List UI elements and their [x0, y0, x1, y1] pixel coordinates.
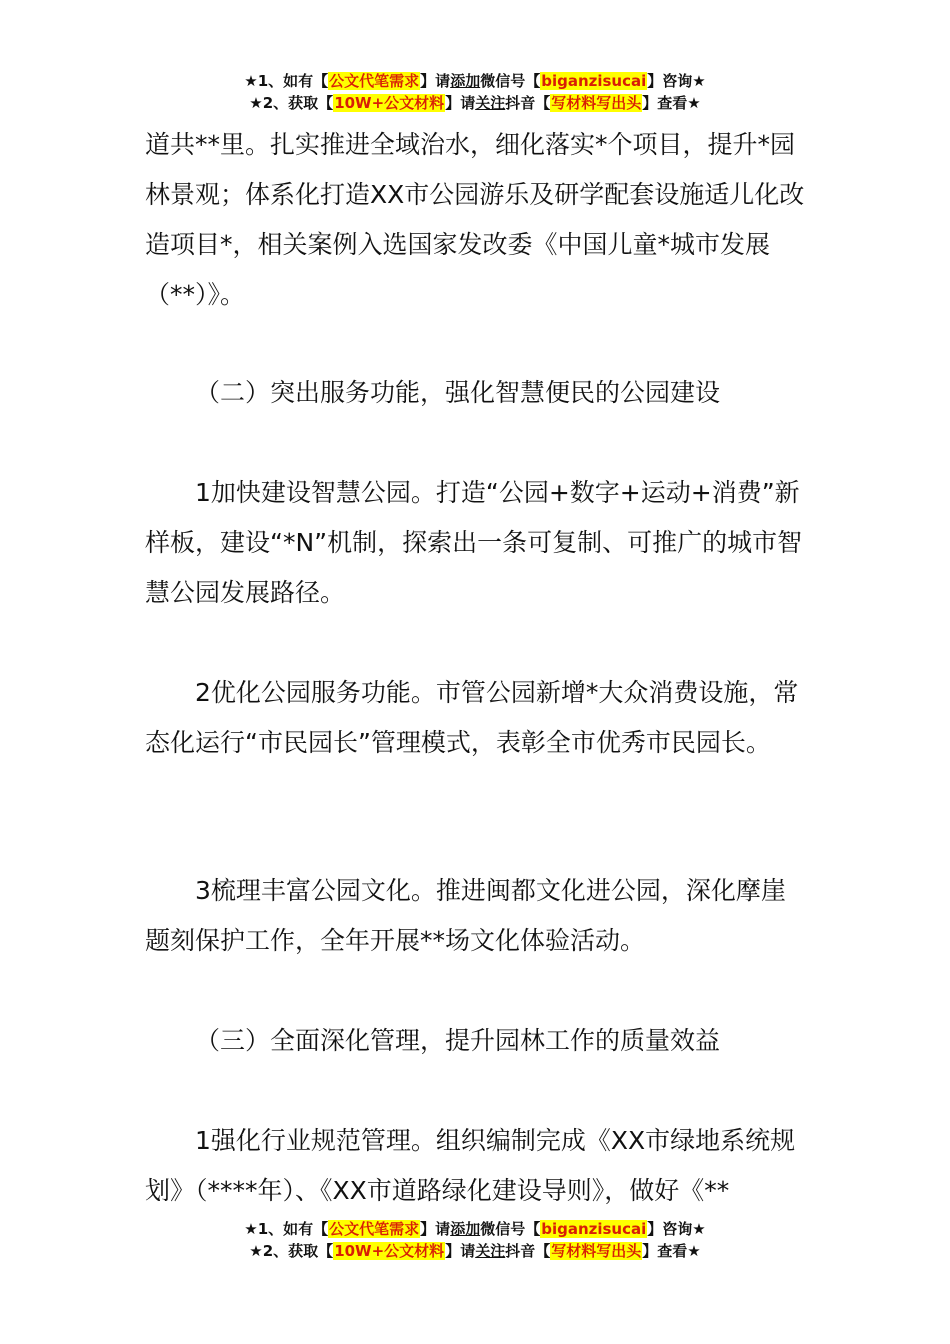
- promo-line-2: ★2、获取【10W+公文材料】请关注抖音【写材料写出头】查看★: [249, 1242, 701, 1260]
- promo-banner-bottom: [0, 1218, 950, 1262]
- promo-line-1: ★1、如有【公文代笔需求】请添加微信号【biganzisucai】咨询★: [244, 1220, 706, 1238]
- promo-line-1: ★1、如有【公文代笔需求】请添加微信号【biganzisucai】咨询★: [244, 72, 706, 90]
- promo-highlight: 10W+公文材料: [334, 1242, 445, 1260]
- promo-line-2: ★2、获取【10W+公文材料】请关注抖音【写材料写出头】查看★: [249, 94, 701, 112]
- promo-highlight: biganzisucai: [541, 72, 647, 90]
- paragraph: 1加快建设智慧公园。打造“公园+数字+运动+消费”新样板，建设“*N”机制，探索出一条可复制、可推广的城市智慧公园发展路径。: [145, 478, 803, 607]
- paragraph: 3梳理丰富公园文化。推进闽都文化进公园，深化摩崖题刻保护工作，全年开展**场文化体验活动。: [145, 876, 786, 955]
- promo-highlight: 写材料写出头: [551, 94, 642, 112]
- promo-highlight: 10W+公文材料: [334, 94, 445, 112]
- section-heading: （三）全面深化管理，提升园林工作的质量效益: [195, 1026, 721, 1055]
- paragraph: 道共**里。扎实推进全域治水，细化落实*个项目，提升*园林景观；体系化打造XX市公园游乐及研学配套设施适儿化改造项目*，相关案例入选国家发改委《中国儿童*城市发展（**）》。: [145, 130, 805, 309]
- paragraph: 1强化行业规范管理。组织编制完成《XX市绿地系统规划》（****年）、《XX市道路绿化建设导则》，做好《**: [145, 1126, 796, 1205]
- promo-banner-top: [0, 70, 950, 114]
- promo-highlight: biganzisucai: [541, 1220, 647, 1238]
- paragraph: 2优化公园服务功能。市管公园新增*大众消费设施，常态化运行“市民园长”管理模式，表彰全市优秀市民园长。: [145, 678, 799, 757]
- section-heading: （二）突出服务功能，强化智慧便民的公园建设: [195, 378, 721, 407]
- promo-highlight: 公文代笔需求: [329, 1220, 420, 1238]
- promo-highlight: 写材料写出头: [551, 1242, 642, 1260]
- promo-highlight: 公文代笔需求: [329, 72, 420, 90]
